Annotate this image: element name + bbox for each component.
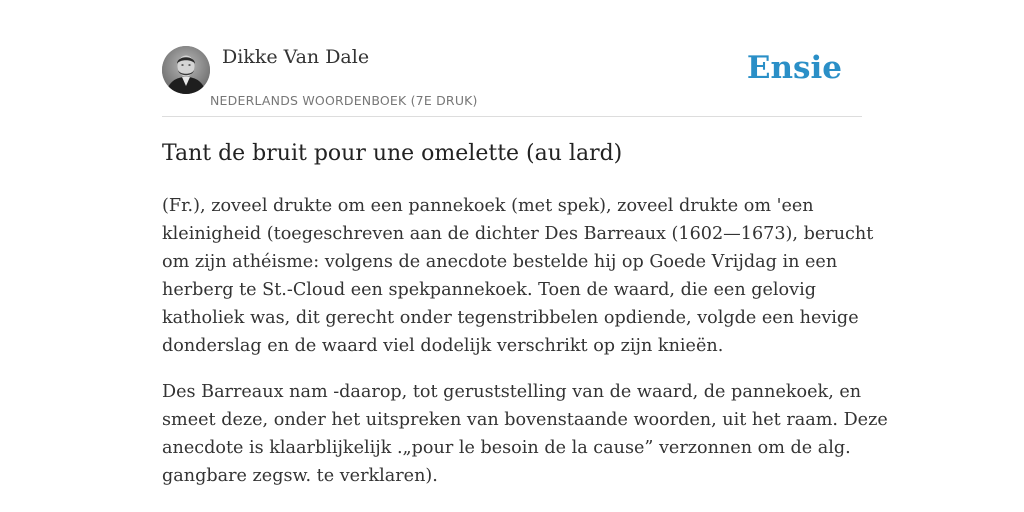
paragraph-line: om zijn athéisme: volgens de anecdote bestelde hij op Goede Vrijdag in een [162,252,838,272]
paragraph-line: katholiek was, dit gerecht onder tegenstribbelen opdiende, volgde een hevige [162,308,859,328]
header [162,0,862,117]
paragraph-line: kleinigheid (toegeschreven aan de dichter Des Barreaux (1602—1673), berucht [162,224,874,244]
paragraph-2 [162,378,888,490]
paragraph-line: donderslag en de waard viel dodelijk verschrikt op zijn knieën. [162,336,724,356]
entry-title: Tant de bruit pour une omelette (au lard) [162,141,623,166]
paragraph-line: gangbare zegsw. te verklaren). [162,466,438,486]
paragraph-line: Des Barreaux nam -daarop, tot geruststelling van de waard, de pannekoek, en [162,382,862,402]
paragraph-line: herberg te St.-Cloud een spekpannekoek. Toen de waard, die een gelovig [162,280,816,300]
author-name[interactable]: Dikke Van Dale [222,46,370,68]
author-avatar[interactable] [162,46,210,94]
portrait-image [162,46,210,94]
entry-body [162,192,888,508]
paragraph-line: (Fr.), zoveel drukte om een pannekoek (met spek), zoveel drukte om 'een [162,196,814,216]
dictionary-source[interactable]: NEDERLANDS WOORDENBOEK (7E DRUK) [210,93,478,108]
paragraph-1 [162,192,874,360]
paragraph-line: anecdote is klaarblijkelijk .„pour le besoin de la cause” verzonnen om de alg. [162,438,851,458]
paragraph-line: smeet deze, onder het uitspreken van bovenstaande woorden, uit het raam. Deze [162,410,888,430]
ensie-logo[interactable]: Ensie [746,50,842,86]
